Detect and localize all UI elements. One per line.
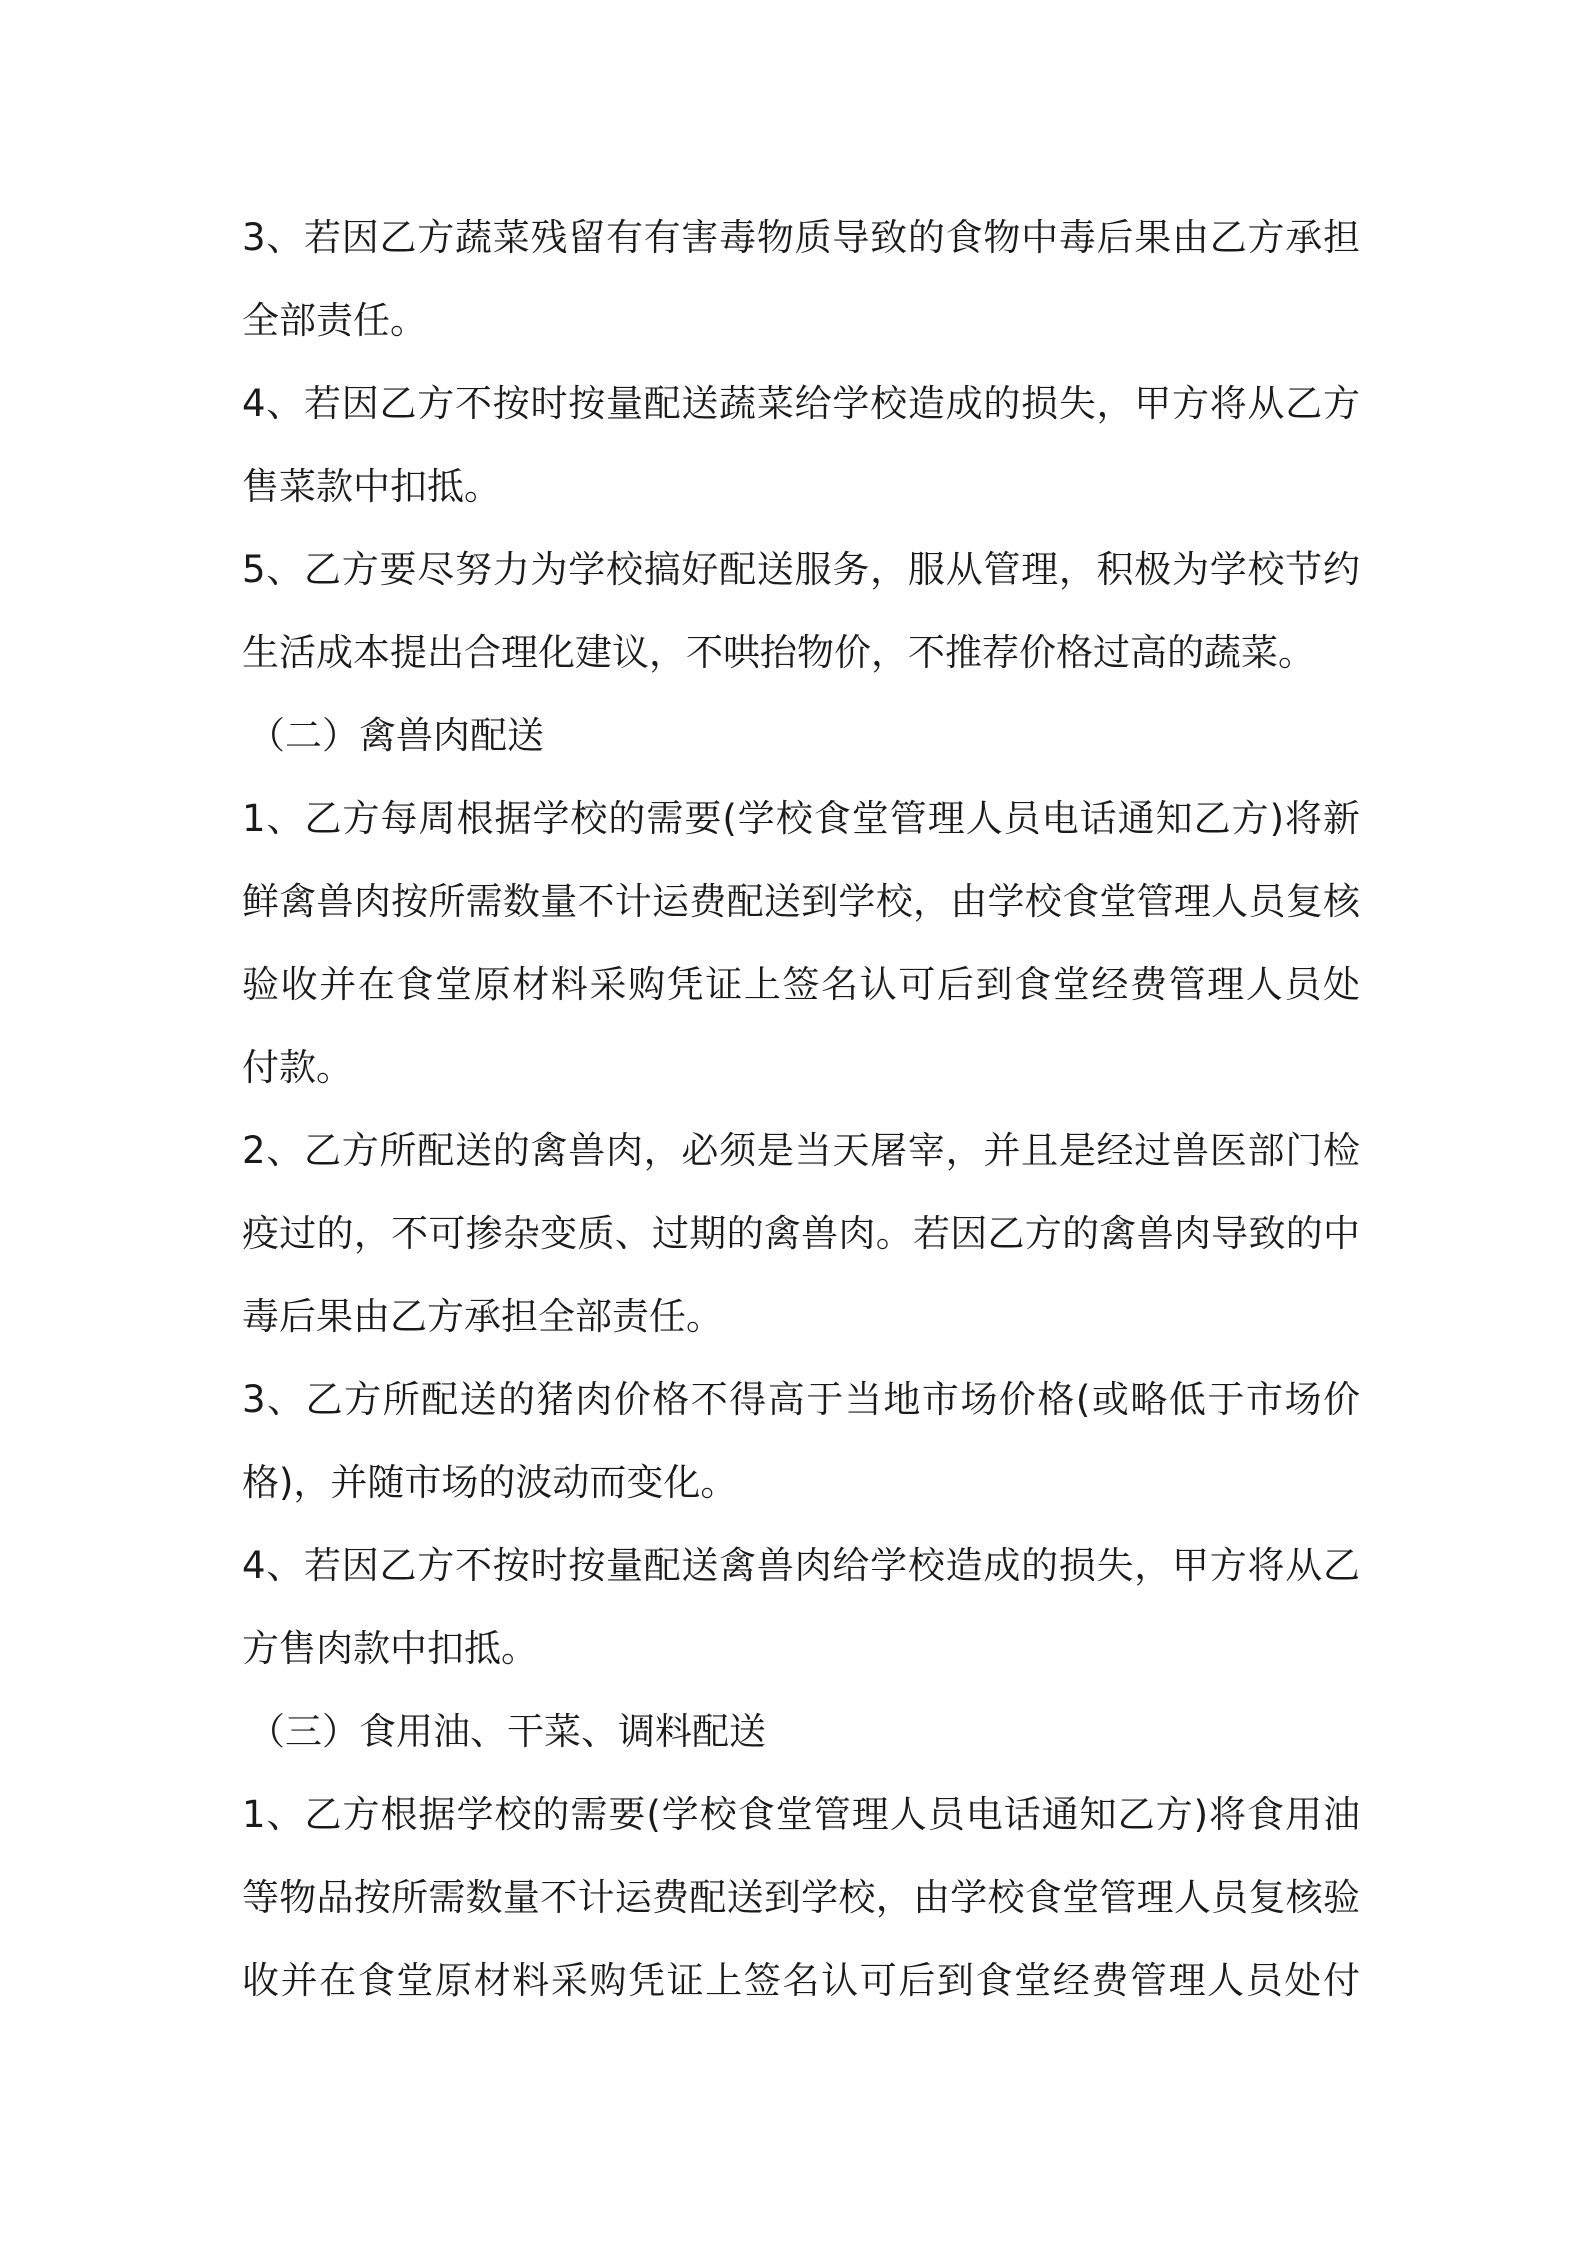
paragraph-meat-item-2-quarantine: [242, 1109, 1360, 1358]
text-line: 毒后果由乙方承担全部责任。: [242, 1295, 723, 1338]
heading-text: （三）食用油、干菜、调料配送: [248, 1710, 766, 1753]
section-heading-meat-delivery: [242, 694, 1360, 777]
paragraph-item-3-vegetable-poison-liability: [242, 196, 1360, 362]
text-line: 收并在食堂原材料采购凭证上签名认可后到食堂经费管理人员处付: [242, 1959, 1360, 2002]
text-line: 3、乙方所配送的猪肉价格不得高于当地市场价格(或略低于市场价: [242, 1378, 1360, 1421]
section-heading-oil-dry-goods-seasoning: [242, 1690, 1360, 1773]
paragraph-oil-item-1-delivery: [242, 1773, 1360, 2022]
text-line: 2、乙方所配送的禽兽肉，必须是当天屠宰，并且是经过兽医部门检: [242, 1129, 1360, 1172]
text-line: 全部责任。: [242, 299, 427, 342]
text-line: 方售肉款中扣抵。: [242, 1627, 538, 1670]
paragraph-item-4-vegetable-delivery-loss: [242, 362, 1360, 528]
text-line: 4、若因乙方不按时按量配送禽兽肉给学校造成的损失，甲方将从乙: [242, 1544, 1360, 1587]
text-line: 疫过的，不可掺杂变质、过期的禽兽肉。若因乙方的禽兽肉导致的中: [242, 1212, 1360, 1255]
text-line: 1、乙方根据学校的需要(学校食堂管理人员电话通知乙方)将食用油: [242, 1793, 1360, 1836]
paragraph-item-5-service-commitment: [242, 528, 1360, 694]
text-line: 售菜款中扣抵。: [242, 465, 501, 508]
paragraph-meat-item-3-pricing: [242, 1358, 1360, 1524]
text-line: 1、乙方每周根据学校的需要(学校食堂管理人员电话通知乙方)将新: [242, 797, 1360, 840]
text-line: 验收并在食堂原材料采购凭证上签名认可后到食堂经费管理人员处: [242, 963, 1360, 1006]
text-line: 生活成本提出合理化建议，不哄抬物价，不推荐价格过高的蔬菜。: [242, 631, 1315, 674]
document-body: [242, 196, 1360, 2022]
text-line: 付款。: [242, 1046, 353, 1089]
text-line: 格)，并随市场的波动而变化。: [242, 1461, 738, 1504]
paragraph-meat-item-4-delivery-loss: [242, 1524, 1360, 1690]
text-line: 等物品按所需数量不计运费配送到学校，由学校食堂管理人员复核验: [242, 1876, 1360, 1919]
text-line: 5、乙方要尽努力为学校搞好配送服务，服从管理，积极为学校节约: [242, 548, 1360, 591]
text-line: 3、若因乙方蔬菜残留有有害毒物质导致的食物中毒后果由乙方承担: [242, 216, 1360, 259]
heading-text: （二）禽兽肉配送: [248, 714, 544, 757]
text-line: 4、若因乙方不按时按量配送蔬菜给学校造成的损失，甲方将从乙方: [242, 382, 1360, 425]
paragraph-meat-item-1-weekly-delivery: [242, 777, 1360, 1109]
text-line: 鲜禽兽肉按所需数量不计运费配送到学校，由学校食堂管理人员复核: [242, 880, 1360, 923]
